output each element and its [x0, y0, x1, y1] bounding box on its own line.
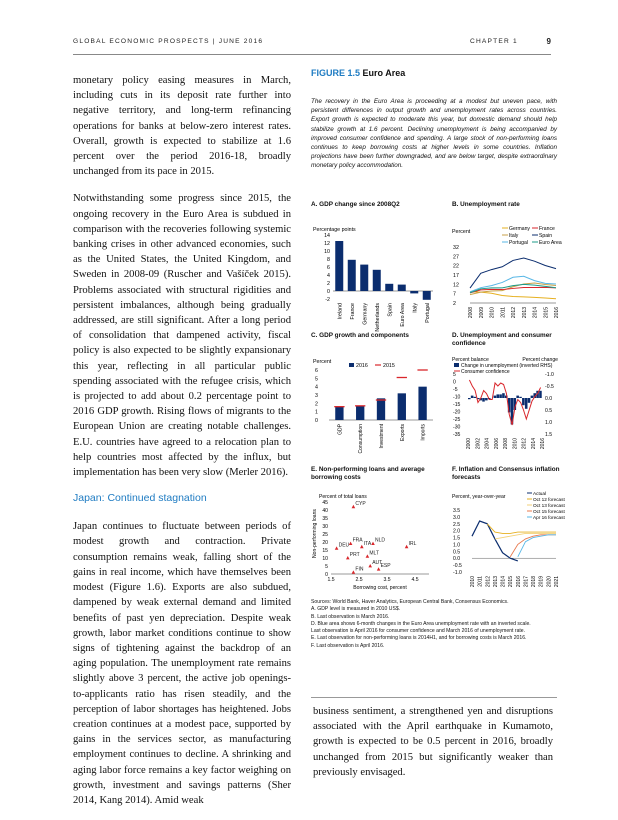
note-line: D. Blue area shows 6-month changes in the Euro Area unemployment rate with an inverted scale.: [311, 620, 531, 627]
figure-title: [311, 68, 557, 78]
paragraph: monetary policy easing measures in March, including cuts in its deposit rate further into negative territory, and long-term refinancing operations for banks at below-zero interest rates. Overall, growth is expected to stabilize at 1.6 percent over the period 2016-18, broadly unchanged from its pace in 2015.: [73, 75, 291, 178]
y-tick-label: -10: [453, 394, 461, 401]
y-axis-title: Percent, year-over-year: [452, 494, 506, 500]
y-tick-label: 3.0: [453, 514, 461, 521]
point-label: ITA: [363, 540, 372, 547]
bar: [516, 396, 519, 398]
y-tick-label: 10: [324, 249, 330, 255]
figure-notes: [311, 599, 557, 650]
series-line: [495, 533, 556, 539]
point-label: DEU: [338, 542, 350, 549]
panel-e-title: E. Non-performing loans and average borrowing costs: [311, 466, 425, 481]
x-tick-label: Imports: [420, 424, 427, 441]
y-tick-label: 3: [315, 393, 318, 399]
bar: [423, 291, 431, 300]
legend-label: Actual: [533, 491, 547, 496]
x-tick-label: 2008: [468, 307, 474, 319]
paragraph: Notwithstanding some progress since 2015, the ongoing recovery in the Euro Area is subdued in comparison with the recoveries following systemic banking crises in other advanced economies, such as the United States, the United Kingdom, and Sweden in 2008-09 (Ruscher and Vašíček 2015). Problems associated with structural rigidities and persistent imbalances, although being gradually addressed, are still significant. After a long period of consolidation that dampened activity, fiscal policy is also expected to be slightly expansionary this year, reflecting in all particular public spending associated with the refugee crisis, which is projected to add about 0.2 percentage point to 2016 GDP growth. Rising flows of migrants to the European Union are creating notable challenges. E.U. countries have agreed to a relocation plan to help countries most affected by the influx, but implementation has been very slow (Merler 2016).: [73, 193, 291, 479]
legend-label: Euro Area: [539, 240, 562, 246]
y-tick-label: -2: [325, 297, 330, 303]
note-line: B. Last observation is March 2016.: [311, 613, 390, 620]
y-tick-label: 0.0: [453, 556, 461, 563]
panel-b-title: B. Unemployment rate: [452, 201, 520, 208]
y-tick-label: 32: [453, 245, 459, 251]
x-tick-label: 2012: [521, 438, 528, 450]
y-tick-label: 30: [322, 524, 328, 530]
x-tick-label: 2011: [500, 307, 507, 318]
bar: [539, 391, 542, 398]
bar: [360, 265, 368, 291]
y-tick-label: 45: [322, 500, 328, 506]
y-tick-label: 22: [453, 263, 459, 270]
series-line: [518, 535, 556, 557]
y-axis-title-left: Percent balance: [452, 357, 489, 363]
bar: [474, 397, 477, 398]
figure-1-5: [311, 68, 557, 171]
y-tick-label: -0.5: [453, 563, 462, 570]
y-tick-label: 27: [453, 254, 459, 261]
legend-label: Spain: [539, 233, 553, 239]
y-tick-label: 17: [453, 273, 459, 279]
x-tick-label: 2012: [485, 576, 492, 588]
x-tick-label: 4.5: [411, 577, 419, 583]
bar: [335, 407, 343, 420]
x-tick-label: 2014: [532, 307, 539, 319]
legend-label: Portugal: [509, 240, 528, 246]
panel-d-title: D. Unemployment and consumer confidence: [452, 332, 552, 347]
y-tick-label: -35: [453, 432, 461, 438]
y-tick-label: 2: [315, 401, 318, 408]
panel-f-title: F. Inflation and Consensus inflation forecasts: [452, 466, 560, 481]
bar: [398, 393, 406, 420]
legend-label: Apr 16 forecast: [533, 515, 565, 520]
bar: [528, 398, 531, 403]
bar: [410, 291, 418, 293]
figure-number: FIGURE 1.5: [311, 68, 361, 78]
y-tick-label: 1.5: [453, 535, 461, 542]
y-axis-title: Percent: [452, 229, 471, 235]
x-tick-label: 2010: [512, 438, 519, 450]
section-heading: Japan: Continued stagnation: [73, 492, 207, 505]
x-tick-label: 2018: [531, 576, 538, 588]
right-column-text: [313, 704, 553, 792]
legend-label: Oct 13 forecast: [533, 503, 565, 508]
chart-d-unemployment-confidence: [450, 354, 560, 462]
x-tick-label: Italy: [412, 303, 419, 313]
y-tick-label: 2: [453, 301, 456, 307]
x-tick-label: Consumption: [358, 424, 365, 454]
y-tick-label: 3.5: [453, 508, 461, 514]
x-tick-label: 2016: [554, 307, 560, 319]
y-tick-label: 5: [453, 372, 456, 378]
chart-f-inflation: [450, 488, 565, 594]
series-line: [470, 292, 556, 299]
x-axis-title: Borrowing cost, percent: [353, 585, 407, 591]
legend-swatch: [349, 363, 354, 367]
paragraph: business sentiment, a strengthened yen and disruptions associated with the April earthquake in Kumamoto, growth is expected to be 0.5 percent in 2016, broadly unchanged from 2015 but significantly weaker than previously envisaged.: [313, 706, 553, 778]
y-tick-label: 0: [453, 379, 456, 386]
bar: [398, 285, 406, 291]
bar: [482, 398, 485, 402]
x-tick-label: 2019: [538, 576, 545, 588]
y-tick-label: 8: [327, 257, 330, 263]
x-tick-label: 2015: [543, 307, 550, 319]
y-tick-label: 14: [324, 233, 330, 239]
chart-b-unemployment: [450, 223, 560, 328]
y-tick-label: -25: [453, 417, 461, 423]
x-tick-label: 2016: [540, 438, 546, 450]
paragraph: Japan continues to fluctuate between periods of modest growth and contraction. Private consumption remains weak, falling short of the gains in real income, which have themselves been modest (Figure 1.6). Exports are also subdued, dampened by weak external demand and limited benefits of past yen depreciation. Despite weak growth, labor market conditions continue to show signs of tightening against the backdrop of an aging population. The unemployment rate remains slightly above 3 percent, the active job openings-to-applicants ratio has risen steadily, and the perception of labor shortages has heightened. Jobs creation continues at a modest pace, supported by gains in the services sector, as manufacturing employment continues to decline. A shrinking and aging labor force remains a key factor weighing on growth, investment and savings patterns (Sher 2014, Kang 2014). Amid weak: [73, 521, 291, 806]
x-tick-label: Portugal: [424, 303, 431, 323]
x-tick-label: 2021: [554, 576, 560, 588]
y-tick-label: -1.0: [453, 570, 462, 576]
y-tick-label-right: 0.0: [545, 396, 553, 402]
x-tick-label: 2014: [530, 438, 537, 450]
x-tick-label: GDP: [337, 424, 344, 435]
bar: [502, 393, 505, 398]
bar: [348, 260, 356, 291]
y-tick-label: 5: [325, 564, 328, 570]
y-tick-label: 25: [322, 532, 328, 538]
bar: [385, 284, 393, 291]
legend-swatch: [454, 363, 459, 367]
bar: [418, 387, 426, 420]
point-label: FIN: [355, 566, 364, 573]
legend-label: Oct 15 forecast: [533, 509, 565, 514]
header-title: GLOBAL ECONOMIC PROSPECTS | JUNE 2016: [73, 38, 264, 45]
y-tick-label: 0: [325, 572, 328, 578]
y-tick-label: 1: [315, 409, 318, 416]
chart-c-gdp-components: [311, 354, 439, 462]
x-tick-label: 2004: [484, 438, 491, 450]
y-tick-label: 4: [327, 273, 330, 279]
figure-name: Euro Area: [362, 68, 406, 78]
header-rule: [73, 54, 551, 55]
x-tick-label: 2012: [511, 307, 517, 319]
x-tick-label: France: [349, 303, 356, 320]
y-tick-label: 0: [327, 289, 330, 295]
bar: [519, 397, 522, 398]
bar: [499, 394, 502, 398]
y-tick-label-right: -1.0: [545, 372, 554, 378]
y-tick-label-right: 0.5: [545, 408, 553, 414]
left-column: [73, 73, 291, 820]
x-tick-label: 1.5: [327, 577, 335, 583]
x-tick-label: 2008: [503, 438, 509, 450]
bar: [335, 241, 343, 291]
y-tick-label: 5: [315, 376, 318, 383]
point-label: MLT: [369, 550, 380, 557]
y-axis-title-right: Percent change: [522, 357, 558, 363]
y-tick-label: 15: [322, 548, 328, 554]
bar: [485, 398, 488, 400]
y-tick-label: 7: [453, 291, 456, 298]
x-tick-label: 2013: [492, 576, 499, 588]
y-tick-label: 10: [322, 556, 328, 562]
x-tick-label: 2009: [478, 307, 485, 319]
y-tick-label: 2.0: [453, 528, 461, 535]
bar: [522, 398, 525, 405]
chart-e-npl-borrowing: [311, 488, 439, 594]
x-tick-label: Ireland: [337, 303, 344, 320]
running-header: [73, 38, 551, 50]
x-tick-label: 2011: [477, 576, 484, 587]
x-tick-label: Spain: [387, 303, 394, 317]
y-tick-label: 1.0: [453, 542, 461, 549]
y-tick-label-right: -0.5: [545, 384, 554, 390]
bar: [373, 270, 381, 291]
panel-a-title: A. GDP change since 2008Q2: [311, 201, 400, 208]
y-tick-label: -30: [453, 424, 461, 431]
x-tick-label: Netherlands: [374, 303, 381, 332]
legend-label: France: [539, 226, 555, 232]
x-tick-label: Euro Area: [399, 303, 406, 327]
y-tick-label: -5: [453, 387, 458, 393]
x-tick-label: 2016: [515, 576, 522, 588]
series-line: [510, 535, 556, 557]
y-tick-label: 20: [322, 540, 328, 546]
figure-bottom-rule: [311, 697, 557, 698]
x-tick-label: 2010: [470, 576, 476, 588]
point-label: FRA: [352, 537, 363, 544]
point-label: AUT: [372, 560, 383, 566]
y-axis-title: Percentage points: [313, 227, 356, 233]
legend-label: 2016: [356, 363, 368, 369]
x-tick-label: Germany: [362, 303, 369, 325]
point-label: PRT: [349, 552, 360, 558]
header-chapter: CHAPTER 1: [470, 38, 518, 45]
y-tick-label: 2: [327, 281, 330, 287]
x-tick-label: 2002: [475, 438, 482, 450]
point-label: IRL: [408, 540, 417, 547]
panel-c-title: C. GDP growth and components: [311, 332, 409, 339]
y-tick-label: 0.5: [453, 549, 461, 556]
point-label: CYP: [355, 500, 366, 507]
x-tick-label: 2014: [500, 576, 507, 588]
y-tick-label: 35: [322, 516, 328, 522]
page-number: 9: [546, 37, 551, 46]
x-tick-label: 2006: [493, 438, 500, 450]
note-line: F. Last observation is April 2016.: [311, 642, 385, 649]
bar: [471, 396, 474, 398]
note-line: A. GDP level is measured in 2010 US$.: [311, 606, 401, 613]
y-tick-label: -20: [453, 409, 461, 416]
y-axis-label: Non-performing loans: [312, 509, 318, 558]
bar: [496, 394, 499, 398]
y-tick-label: -15: [453, 402, 461, 408]
y-tick-label: 0: [315, 418, 318, 424]
y-tick-label: 6: [315, 368, 318, 374]
y-tick-label: 12: [453, 282, 459, 289]
point-label: NLD: [375, 537, 386, 544]
y-axis-title: Percent: [313, 359, 332, 365]
x-tick-label: 2015: [508, 576, 515, 588]
y-tick-label: 2.5: [453, 521, 461, 528]
chart-a-gdp-change: [311, 223, 439, 332]
note-line: E. Last observation for non-performing loans is 2014H1, and for borrowing costs is March 2016.: [311, 635, 527, 642]
y-tick-label: 12: [324, 241, 330, 247]
x-tick-label: Investment: [379, 424, 385, 449]
bar: [468, 398, 471, 399]
figure-description: The recovery in the Euro Area is proceeding at a modest but uneven pace, with persistent differences in output growth and unemployment rates across countries. Export growth is expected to moderate this year, but domestic demand should help stabilize growth at 1.6 percent. Declining unemployment is being accompanied by improved consumer confidence and spending. A large stock of non-performing loans continues to keep borrowing costs at higher levels in some countries. Inflation projections have been further downgraded, and are below target, despite extraordinary monetary policy accommodation.: [311, 98, 557, 170]
x-tick-label: 2000: [466, 438, 472, 450]
point-label: ESP: [380, 563, 391, 570]
bar: [525, 398, 528, 409]
legend-label: Oct 12 forecast: [533, 497, 565, 502]
y-tick-label-right: 1.0: [545, 420, 553, 426]
x-tick-label: 2.5: [355, 577, 363, 583]
y-tick-label: 4: [315, 384, 318, 391]
note-line: Last observation is April 2016 for consumer confidence and March 2016 of unemployment rate.: [311, 628, 526, 635]
legend-label: Change in unemployment (inverted RHS): [461, 363, 553, 369]
legend-label: Germany: [509, 226, 530, 232]
x-tick-label: 2013: [521, 307, 528, 319]
bar: [531, 396, 534, 398]
legend-label: Italy: [509, 233, 519, 239]
x-tick-label: Exports: [399, 424, 406, 441]
series-line: [470, 258, 556, 288]
y-tick-label: 40: [322, 508, 328, 514]
y-tick-label-right: 1.5: [545, 432, 553, 438]
x-tick-label: 2010: [489, 307, 496, 319]
note-line: Sources: World Bank, Haver Analytics, European Central Bank, Consensus Economics.: [311, 599, 509, 605]
y-tick-label: 6: [327, 265, 330, 271]
bar: [377, 398, 385, 420]
y-axis-title: Percent of total loans: [319, 494, 367, 500]
bar: [356, 406, 364, 420]
legend-label: 2015: [383, 363, 395, 369]
legend-label: Consumer confidence: [461, 369, 510, 375]
x-tick-label: 2017: [523, 576, 530, 588]
series-line: [487, 524, 556, 534]
x-tick-label: 3.5: [383, 577, 391, 583]
bar: [494, 396, 497, 398]
x-tick-label: 2020: [546, 576, 553, 588]
